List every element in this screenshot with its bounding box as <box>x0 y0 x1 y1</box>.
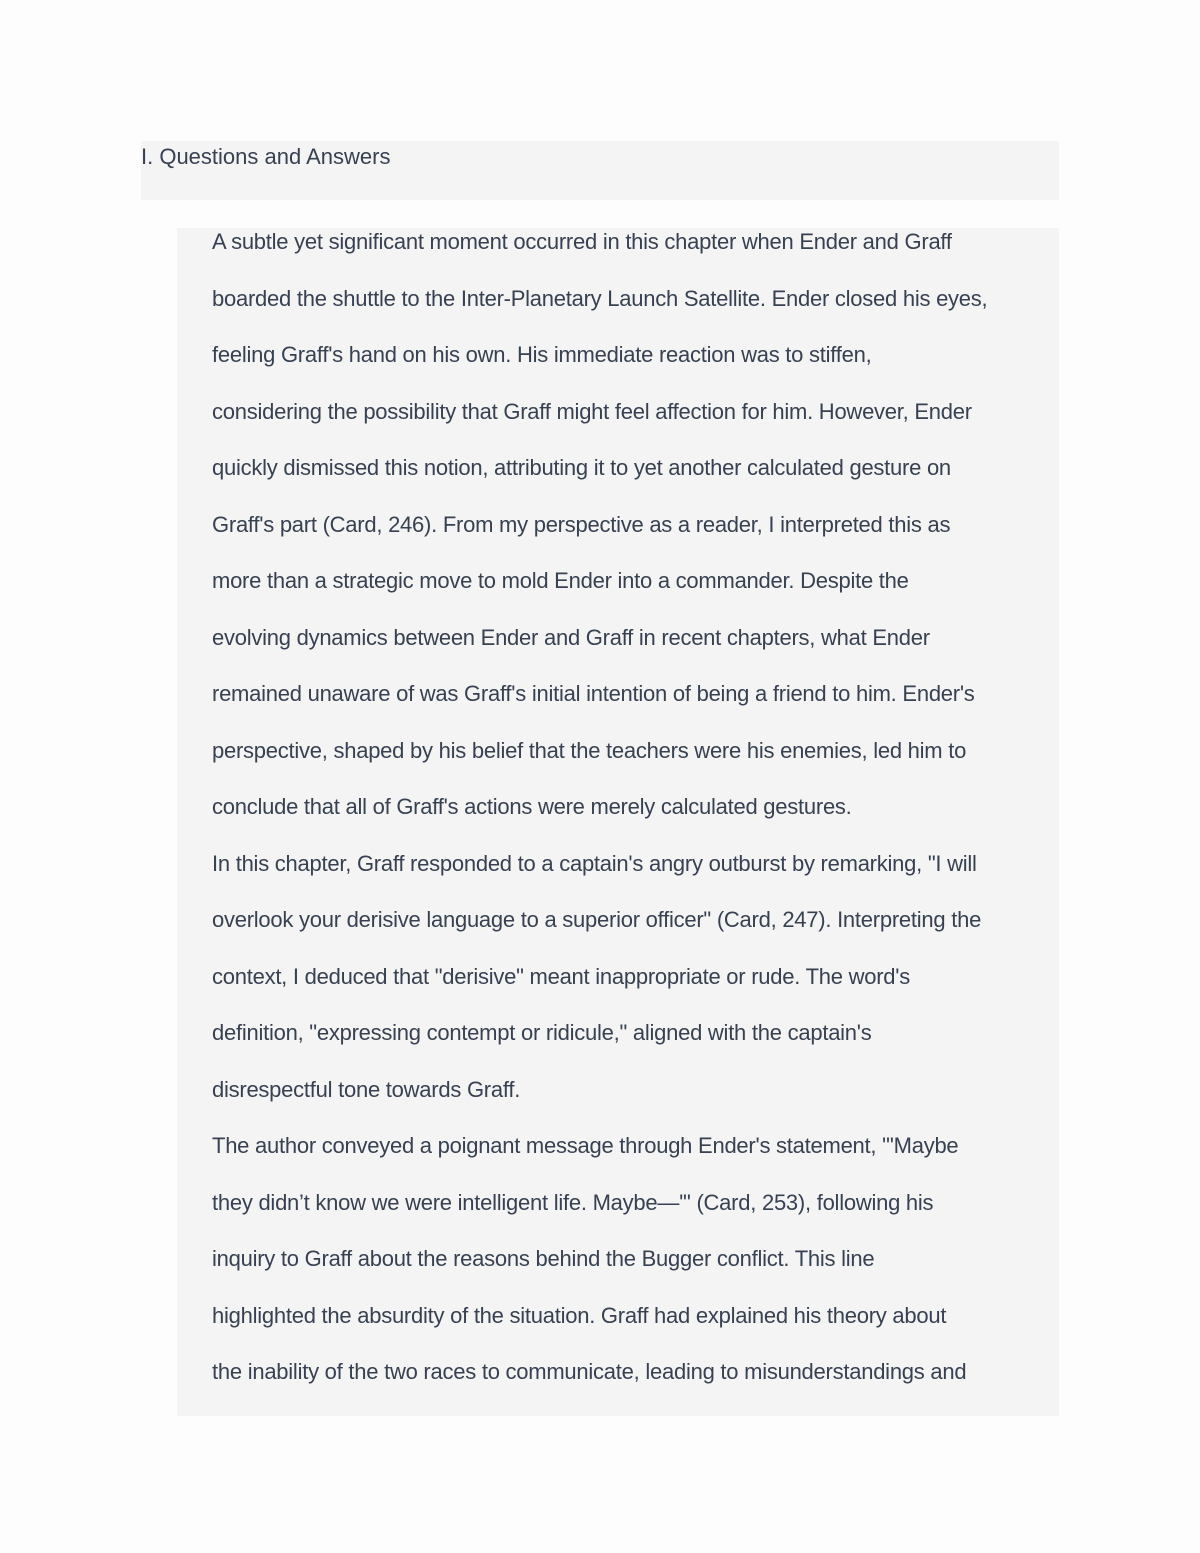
section-heading: I. Questions and Answers <box>141 144 391 169</box>
text-line: perspective, shaped by his belief that the teachers were his enemies, led him to <box>212 738 967 763</box>
text-line: considering the possibility that Graff might feel affection for him. However, Ender <box>212 399 972 424</box>
text-line: feeling Graff's hand on his own. His immediate reaction was to stiffen, <box>212 342 872 367</box>
text-line: In this chapter, Graff responded to a captain's angry outburst by remarking, "I will <box>212 851 977 876</box>
text-line: disrespectful tone towards Graff. <box>212 1077 521 1102</box>
text-line: inquiry to Graff about the reasons behind the Bugger conflict. This line <box>212 1246 875 1271</box>
text-line: quickly dismissed this notion, attributing it to yet another calculated gesture on <box>212 455 951 480</box>
text-line: evolving dynamics between Ender and Graff in recent chapters, what Ender <box>212 625 930 650</box>
text-line: the inability of the two races to communicate, leading to misunderstandings and <box>212 1359 967 1384</box>
text-line: definition, "expressing contempt or ridicule," aligned with the captain's <box>212 1020 872 1045</box>
heading-block <box>141 141 1059 200</box>
text-line: The author conveyed a poignant message through Ender's statement, "'Maybe <box>212 1133 959 1158</box>
text-line: Graff's part (Card, 246). From my perspective as a reader, I interpreted this as <box>212 512 951 537</box>
text-line: conclude that all of Graff's actions were merely calculated gestures. <box>212 794 852 819</box>
text-line: overlook your derisive language to a superior officer" (Card, 247). Interpreting the <box>212 907 982 932</box>
text-line: remained unaware of was Graff's initial intention of being a friend to him. Ender's <box>212 681 975 706</box>
text-line: context, I deduced that "derisive" meant inappropriate or rude. The word's <box>212 964 910 989</box>
answer-text-block <box>177 228 1059 1416</box>
text-line: they didn’t know we were intelligent life. Maybe—'" (Card, 253), following his <box>212 1190 934 1215</box>
text-line: A subtle yet significant moment occurred in this chapter when Ender and Graff <box>212 229 952 254</box>
text-line: more than a strategic move to mold Ender into a commander. Despite the <box>212 568 909 593</box>
text-line: highlighted the absurdity of the situation. Graff had explained his theory about <box>212 1303 947 1328</box>
text-line: boarded the shuttle to the Inter-Planetary Launch Satellite. Ender closed his eyes, <box>212 286 988 311</box>
